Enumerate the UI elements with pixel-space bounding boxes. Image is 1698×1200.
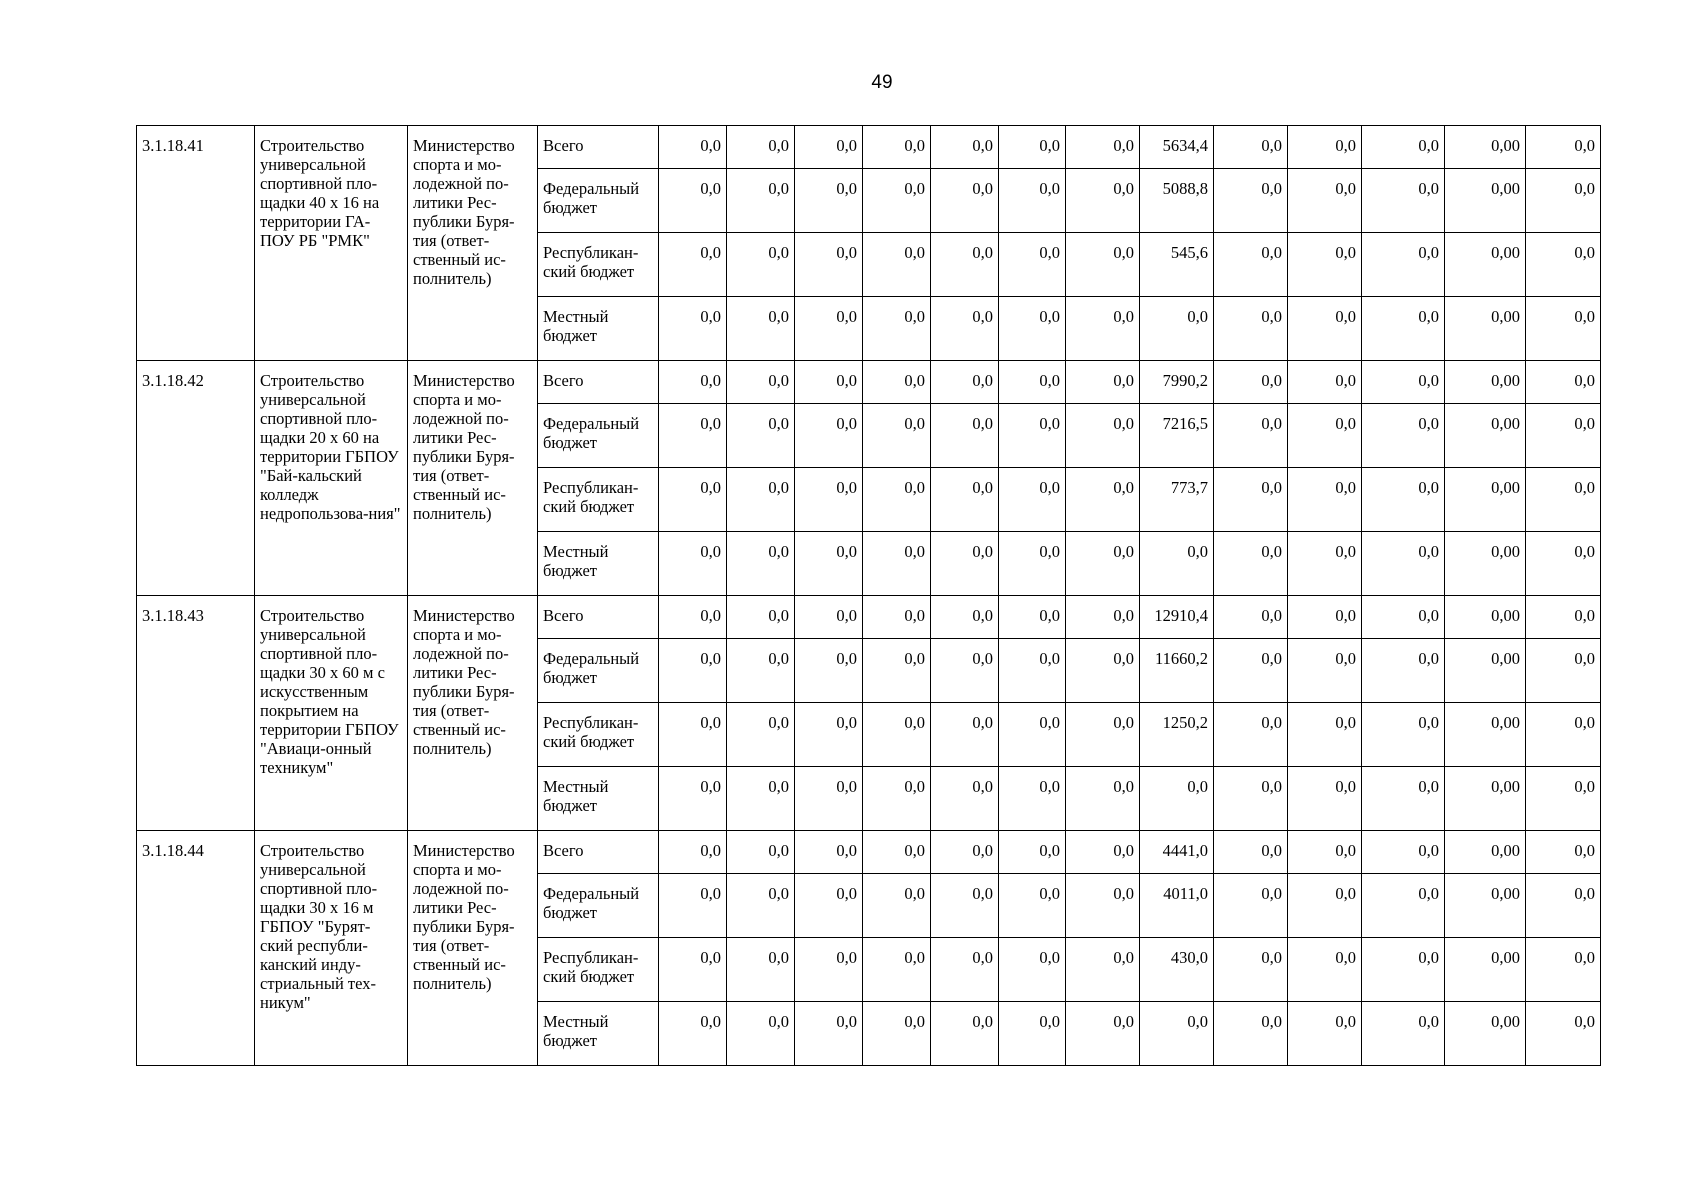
value-cell: 0,0 — [659, 126, 727, 169]
value-cell: 0,0 — [999, 703, 1066, 767]
value-cell: 0,0 — [863, 938, 931, 1002]
value-cell: 0,0 — [1214, 1002, 1288, 1066]
value-cell: 0,0 — [1288, 233, 1362, 297]
value-cell: 430,0 — [1140, 938, 1214, 1002]
value-cell: 0,0 — [1362, 703, 1445, 767]
value-cell: 0,0 — [1288, 639, 1362, 703]
value-cell: 0,0 — [1526, 1002, 1601, 1066]
funding-source-cell: Всего — [538, 831, 659, 874]
value-cell: 0,0 — [999, 596, 1066, 639]
value-cell: 0,0 — [1526, 874, 1601, 938]
value-cell: 0,0 — [659, 639, 727, 703]
value-cell: 0,0 — [1288, 404, 1362, 468]
value-cell: 0,0 — [795, 169, 863, 233]
value-cell: 0,00 — [1445, 126, 1526, 169]
value-cell: 0,0 — [1066, 169, 1140, 233]
value-cell: 0,0 — [1288, 361, 1362, 404]
value-cell: 0,0 — [863, 404, 931, 468]
executor-cell: Министерство спорта и мо-лодежной по-литики Рес-публики Буря-тия (ответ-ственный ис-полнитель) — [408, 831, 538, 1066]
value-cell: 0,0 — [999, 767, 1066, 831]
value-cell: 0,0 — [659, 532, 727, 596]
value-cell: 0,0 — [1526, 532, 1601, 596]
value-cell: 0,00 — [1445, 361, 1526, 404]
value-cell: 0,0 — [1526, 468, 1601, 532]
value-cell: 0,0 — [1362, 874, 1445, 938]
value-cell: 0,0 — [1066, 233, 1140, 297]
value-cell: 0,0 — [1066, 361, 1140, 404]
value-cell: 0,0 — [1214, 169, 1288, 233]
value-cell: 0,0 — [659, 404, 727, 468]
executor-cell: Министерство спорта и мо-лодежной по-литики Рес-публики Буря-тия (ответ-ственный ис-полнитель) — [408, 361, 538, 596]
funding-source-cell: Республикан-ский бюджет — [538, 938, 659, 1002]
table-row — [137, 831, 1601, 874]
value-cell: 0,0 — [659, 938, 727, 1002]
value-cell: 0,0 — [1362, 468, 1445, 532]
value-cell: 0,0 — [1214, 767, 1288, 831]
value-cell: 0,0 — [863, 596, 931, 639]
value-cell: 0,0 — [1066, 404, 1140, 468]
value-cell: 0,0 — [659, 1002, 727, 1066]
funding-source-cell: Республикан-ский бюджет — [538, 703, 659, 767]
value-cell: 0,0 — [999, 831, 1066, 874]
value-cell: 0,0 — [727, 639, 795, 703]
value-cell: 7990,2 — [1140, 361, 1214, 404]
value-cell: 0,0 — [931, 703, 999, 767]
value-cell: 0,0 — [659, 297, 727, 361]
value-cell: 0,00 — [1445, 532, 1526, 596]
value-cell: 0,0 — [727, 767, 795, 831]
funding-source-cell: Федеральный бюджет — [538, 874, 659, 938]
executor-cell: Министерство спорта и мо-лодежной по-литики Рес-публики Буря-тия (ответ-ственный ис-полнитель) — [408, 126, 538, 361]
value-cell: 0,0 — [1362, 361, 1445, 404]
value-cell: 0,0 — [1362, 1002, 1445, 1066]
value-cell: 0,0 — [931, 169, 999, 233]
value-cell: 0,0 — [1362, 297, 1445, 361]
value-cell: 0,0 — [659, 767, 727, 831]
value-cell: 0,0 — [1288, 532, 1362, 596]
value-cell: 0,0 — [659, 233, 727, 297]
value-cell: 0,0 — [931, 532, 999, 596]
value-cell: 0,00 — [1445, 596, 1526, 639]
value-cell: 0,0 — [1526, 639, 1601, 703]
value-cell: 0,0 — [659, 468, 727, 532]
value-cell: 0,0 — [1214, 639, 1288, 703]
value-cell: 0,0 — [795, 468, 863, 532]
funding-source-cell: Федеральный бюджет — [538, 169, 659, 233]
value-cell: 0,0 — [931, 938, 999, 1002]
value-cell: 0,0 — [659, 361, 727, 404]
value-cell: 0,0 — [999, 468, 1066, 532]
value-cell: 4441,0 — [1140, 831, 1214, 874]
value-cell: 0,0 — [931, 126, 999, 169]
value-cell: 0,0 — [1526, 767, 1601, 831]
value-cell: 4011,0 — [1140, 874, 1214, 938]
value-cell: 0,0 — [1214, 874, 1288, 938]
table-row — [137, 596, 1601, 639]
value-cell: 0,0 — [931, 468, 999, 532]
value-cell: 0,00 — [1445, 169, 1526, 233]
funding-source-cell: Местный бюджет — [538, 1002, 659, 1066]
value-cell: 0,0 — [1140, 1002, 1214, 1066]
value-cell: 0,0 — [795, 703, 863, 767]
funding-source-cell: Республикан-ский бюджет — [538, 468, 659, 532]
value-cell: 0,0 — [1288, 831, 1362, 874]
value-cell: 0,0 — [1526, 297, 1601, 361]
item-code-cell: 3.1.18.43 — [137, 596, 255, 831]
value-cell: 0,0 — [863, 126, 931, 169]
value-cell: 0,0 — [727, 233, 795, 297]
value-cell: 545,6 — [1140, 233, 1214, 297]
value-cell: 0,0 — [795, 767, 863, 831]
value-cell: 0,0 — [1362, 532, 1445, 596]
value-cell: 0,0 — [1066, 639, 1140, 703]
funding-source-cell: Всего — [538, 126, 659, 169]
value-cell: 0,0 — [931, 1002, 999, 1066]
budget-table — [136, 125, 1601, 1066]
value-cell: 0,0 — [931, 297, 999, 361]
value-cell: 0,0 — [863, 767, 931, 831]
value-cell: 0,00 — [1445, 703, 1526, 767]
value-cell: 0,0 — [863, 233, 931, 297]
value-cell: 0,0 — [863, 831, 931, 874]
value-cell: 0,0 — [863, 639, 931, 703]
value-cell: 0,0 — [999, 639, 1066, 703]
value-cell: 0,00 — [1445, 297, 1526, 361]
value-cell: 0,0 — [863, 361, 931, 404]
value-cell: 0,0 — [1526, 831, 1601, 874]
value-cell: 0,0 — [931, 361, 999, 404]
value-cell: 0,0 — [999, 404, 1066, 468]
value-cell: 0,0 — [1526, 596, 1601, 639]
value-cell: 0,0 — [999, 297, 1066, 361]
value-cell: 0,0 — [727, 126, 795, 169]
value-cell: 0,0 — [999, 874, 1066, 938]
value-cell: 0,0 — [1362, 404, 1445, 468]
value-cell: 0,0 — [727, 831, 795, 874]
funding-source-cell: Всего — [538, 596, 659, 639]
value-cell: 1250,2 — [1140, 703, 1214, 767]
value-cell: 0,0 — [727, 1002, 795, 1066]
value-cell: 0,0 — [1214, 297, 1288, 361]
value-cell: 0,0 — [1066, 1002, 1140, 1066]
value-cell: 0,0 — [1526, 404, 1601, 468]
value-cell: 0,0 — [1214, 596, 1288, 639]
value-cell: 0,0 — [1214, 233, 1288, 297]
value-cell: 0,0 — [999, 1002, 1066, 1066]
funding-source-cell: Федеральный бюджет — [538, 404, 659, 468]
value-cell: 0,0 — [999, 532, 1066, 596]
value-cell: 0,00 — [1445, 767, 1526, 831]
value-cell: 0,0 — [727, 596, 795, 639]
value-cell: 0,0 — [795, 874, 863, 938]
value-cell: 0,0 — [1526, 169, 1601, 233]
value-cell: 0,0 — [863, 532, 931, 596]
item-code-cell: 3.1.18.44 — [137, 831, 255, 1066]
value-cell: 0,0 — [931, 404, 999, 468]
table-row — [137, 361, 1601, 404]
value-cell: 0,0 — [727, 169, 795, 233]
value-cell: 0,00 — [1445, 404, 1526, 468]
item-name-cell: Строительство универсальной спортивной пло-щадки 30 х 60 м с искусственным покрытием на территории ГБПОУ "Авиаци-онный техникум" — [255, 596, 408, 831]
value-cell: 0,0 — [1288, 297, 1362, 361]
value-cell: 0,0 — [1288, 874, 1362, 938]
value-cell: 773,7 — [1140, 468, 1214, 532]
value-cell: 0,0 — [1362, 126, 1445, 169]
value-cell: 0,0 — [1362, 169, 1445, 233]
value-cell: 0,0 — [1066, 532, 1140, 596]
value-cell: 0,0 — [999, 938, 1066, 1002]
value-cell: 12910,4 — [1140, 596, 1214, 639]
item-name-cell: Строительство универсальной спортивной пло-щадки 30 х 16 м ГБПОУ "Бурят-ский республи-канский инду-стриальный тех-никум" — [255, 831, 408, 1066]
value-cell: 0,0 — [863, 468, 931, 532]
table-row — [137, 126, 1601, 169]
value-cell: 0,0 — [1214, 532, 1288, 596]
value-cell: 5634,4 — [1140, 126, 1214, 169]
value-cell: 11660,2 — [1140, 639, 1214, 703]
value-cell: 0,0 — [727, 703, 795, 767]
value-cell: 0,0 — [1362, 233, 1445, 297]
value-cell: 0,0 — [795, 532, 863, 596]
value-cell: 0,0 — [931, 874, 999, 938]
value-cell: 0,0 — [659, 703, 727, 767]
value-cell: 0,00 — [1445, 233, 1526, 297]
funding-source-cell: Республикан-ский бюджет — [538, 233, 659, 297]
value-cell: 0,0 — [795, 126, 863, 169]
value-cell: 0,0 — [659, 596, 727, 639]
value-cell: 0,0 — [1066, 767, 1140, 831]
value-cell: 0,0 — [1288, 468, 1362, 532]
value-cell: 0,0 — [795, 404, 863, 468]
value-cell: 0,0 — [727, 532, 795, 596]
value-cell: 0,0 — [727, 938, 795, 1002]
value-cell: 0,0 — [1214, 361, 1288, 404]
funding-source-cell: Всего — [538, 361, 659, 404]
value-cell: 0,0 — [1362, 639, 1445, 703]
funding-source-cell: Федеральный бюджет — [538, 639, 659, 703]
value-cell: 0,0 — [1526, 361, 1601, 404]
value-cell: 0,0 — [727, 297, 795, 361]
value-cell: 0,0 — [727, 361, 795, 404]
value-cell: 0,0 — [863, 1002, 931, 1066]
value-cell: 0,00 — [1445, 639, 1526, 703]
value-cell: 0,0 — [1362, 596, 1445, 639]
value-cell: 0,00 — [1445, 874, 1526, 938]
value-cell: 0,0 — [1288, 703, 1362, 767]
funding-source-cell: Местный бюджет — [538, 532, 659, 596]
value-cell: 0,0 — [931, 596, 999, 639]
value-cell: 0,0 — [931, 233, 999, 297]
value-cell: 0,0 — [1362, 938, 1445, 1002]
value-cell: 0,0 — [1288, 938, 1362, 1002]
value-cell: 0,00 — [1445, 1002, 1526, 1066]
value-cell: 0,0 — [795, 361, 863, 404]
value-cell: 0,0 — [1066, 831, 1140, 874]
value-cell: 0,0 — [1526, 233, 1601, 297]
executor-cell: Министерство спорта и мо-лодежной по-литики Рес-публики Буря-тия (ответ-ственный ис-полнитель) — [408, 596, 538, 831]
value-cell: 0,0 — [1526, 126, 1601, 169]
value-cell: 0,0 — [727, 404, 795, 468]
value-cell: 0,0 — [863, 297, 931, 361]
value-cell: 0,0 — [999, 361, 1066, 404]
value-cell: 0,0 — [999, 233, 1066, 297]
value-cell: 0,0 — [1362, 767, 1445, 831]
value-cell: 0,0 — [727, 874, 795, 938]
value-cell: 0,0 — [1214, 938, 1288, 1002]
value-cell: 0,0 — [1362, 831, 1445, 874]
value-cell: 0,0 — [1140, 767, 1214, 831]
budget-table-body — [137, 126, 1601, 1066]
value-cell: 0,0 — [1214, 126, 1288, 169]
value-cell: 0,0 — [1526, 938, 1601, 1002]
value-cell: 0,00 — [1445, 468, 1526, 532]
value-cell: 0,0 — [795, 831, 863, 874]
item-code-cell: 3.1.18.41 — [137, 126, 255, 361]
value-cell: 0,0 — [863, 874, 931, 938]
value-cell: 0,0 — [795, 233, 863, 297]
value-cell: 0,0 — [1066, 596, 1140, 639]
value-cell: 0,0 — [863, 703, 931, 767]
value-cell: 0,0 — [795, 639, 863, 703]
value-cell: 0,0 — [1140, 532, 1214, 596]
value-cell: 0,0 — [659, 831, 727, 874]
value-cell: 0,0 — [795, 297, 863, 361]
value-cell: 0,00 — [1445, 831, 1526, 874]
value-cell: 0,0 — [1066, 468, 1140, 532]
value-cell: 0,0 — [1214, 468, 1288, 532]
value-cell: 0,0 — [1288, 767, 1362, 831]
value-cell: 0,0 — [659, 169, 727, 233]
value-cell: 0,0 — [795, 938, 863, 1002]
value-cell: 0,0 — [1066, 126, 1140, 169]
value-cell: 0,0 — [931, 831, 999, 874]
value-cell: 0,0 — [931, 639, 999, 703]
item-name-cell: Строительство универсальной спортивной пло-щадки 20 х 60 на территории ГБПОУ "Бай-кальский колледж недропользова-ния" — [255, 361, 408, 596]
value-cell: 0,0 — [1288, 596, 1362, 639]
funding-source-cell: Местный бюджет — [538, 297, 659, 361]
funding-source-cell: Местный бюджет — [538, 767, 659, 831]
value-cell: 0,0 — [1288, 126, 1362, 169]
item-name-cell: Строительство универсальной спортивной пло-щадки 40 х 16 на территории ГА-ПОУ РБ "РМК" — [255, 126, 408, 361]
value-cell: 0,00 — [1445, 938, 1526, 1002]
value-cell: 0,0 — [1214, 404, 1288, 468]
value-cell: 0,0 — [999, 126, 1066, 169]
value-cell: 0,0 — [1288, 1002, 1362, 1066]
value-cell: 0,0 — [999, 169, 1066, 233]
value-cell: 0,0 — [1214, 831, 1288, 874]
value-cell: 0,0 — [1288, 169, 1362, 233]
value-cell: 0,0 — [1214, 703, 1288, 767]
value-cell: 0,0 — [795, 1002, 863, 1066]
value-cell: 0,0 — [1066, 703, 1140, 767]
value-cell: 0,0 — [795, 596, 863, 639]
value-cell: 0,0 — [727, 468, 795, 532]
page-number: 49 — [871, 72, 893, 93]
value-cell: 0,0 — [931, 767, 999, 831]
value-cell: 0,0 — [1140, 297, 1214, 361]
value-cell: 7216,5 — [1140, 404, 1214, 468]
item-code-cell: 3.1.18.42 — [137, 361, 255, 596]
value-cell: 0,0 — [863, 169, 931, 233]
value-cell: 0,0 — [1526, 703, 1601, 767]
value-cell: 0,0 — [1066, 297, 1140, 361]
value-cell: 5088,8 — [1140, 169, 1214, 233]
value-cell: 0,0 — [1066, 874, 1140, 938]
value-cell: 0,0 — [1066, 938, 1140, 1002]
value-cell: 0,0 — [659, 874, 727, 938]
